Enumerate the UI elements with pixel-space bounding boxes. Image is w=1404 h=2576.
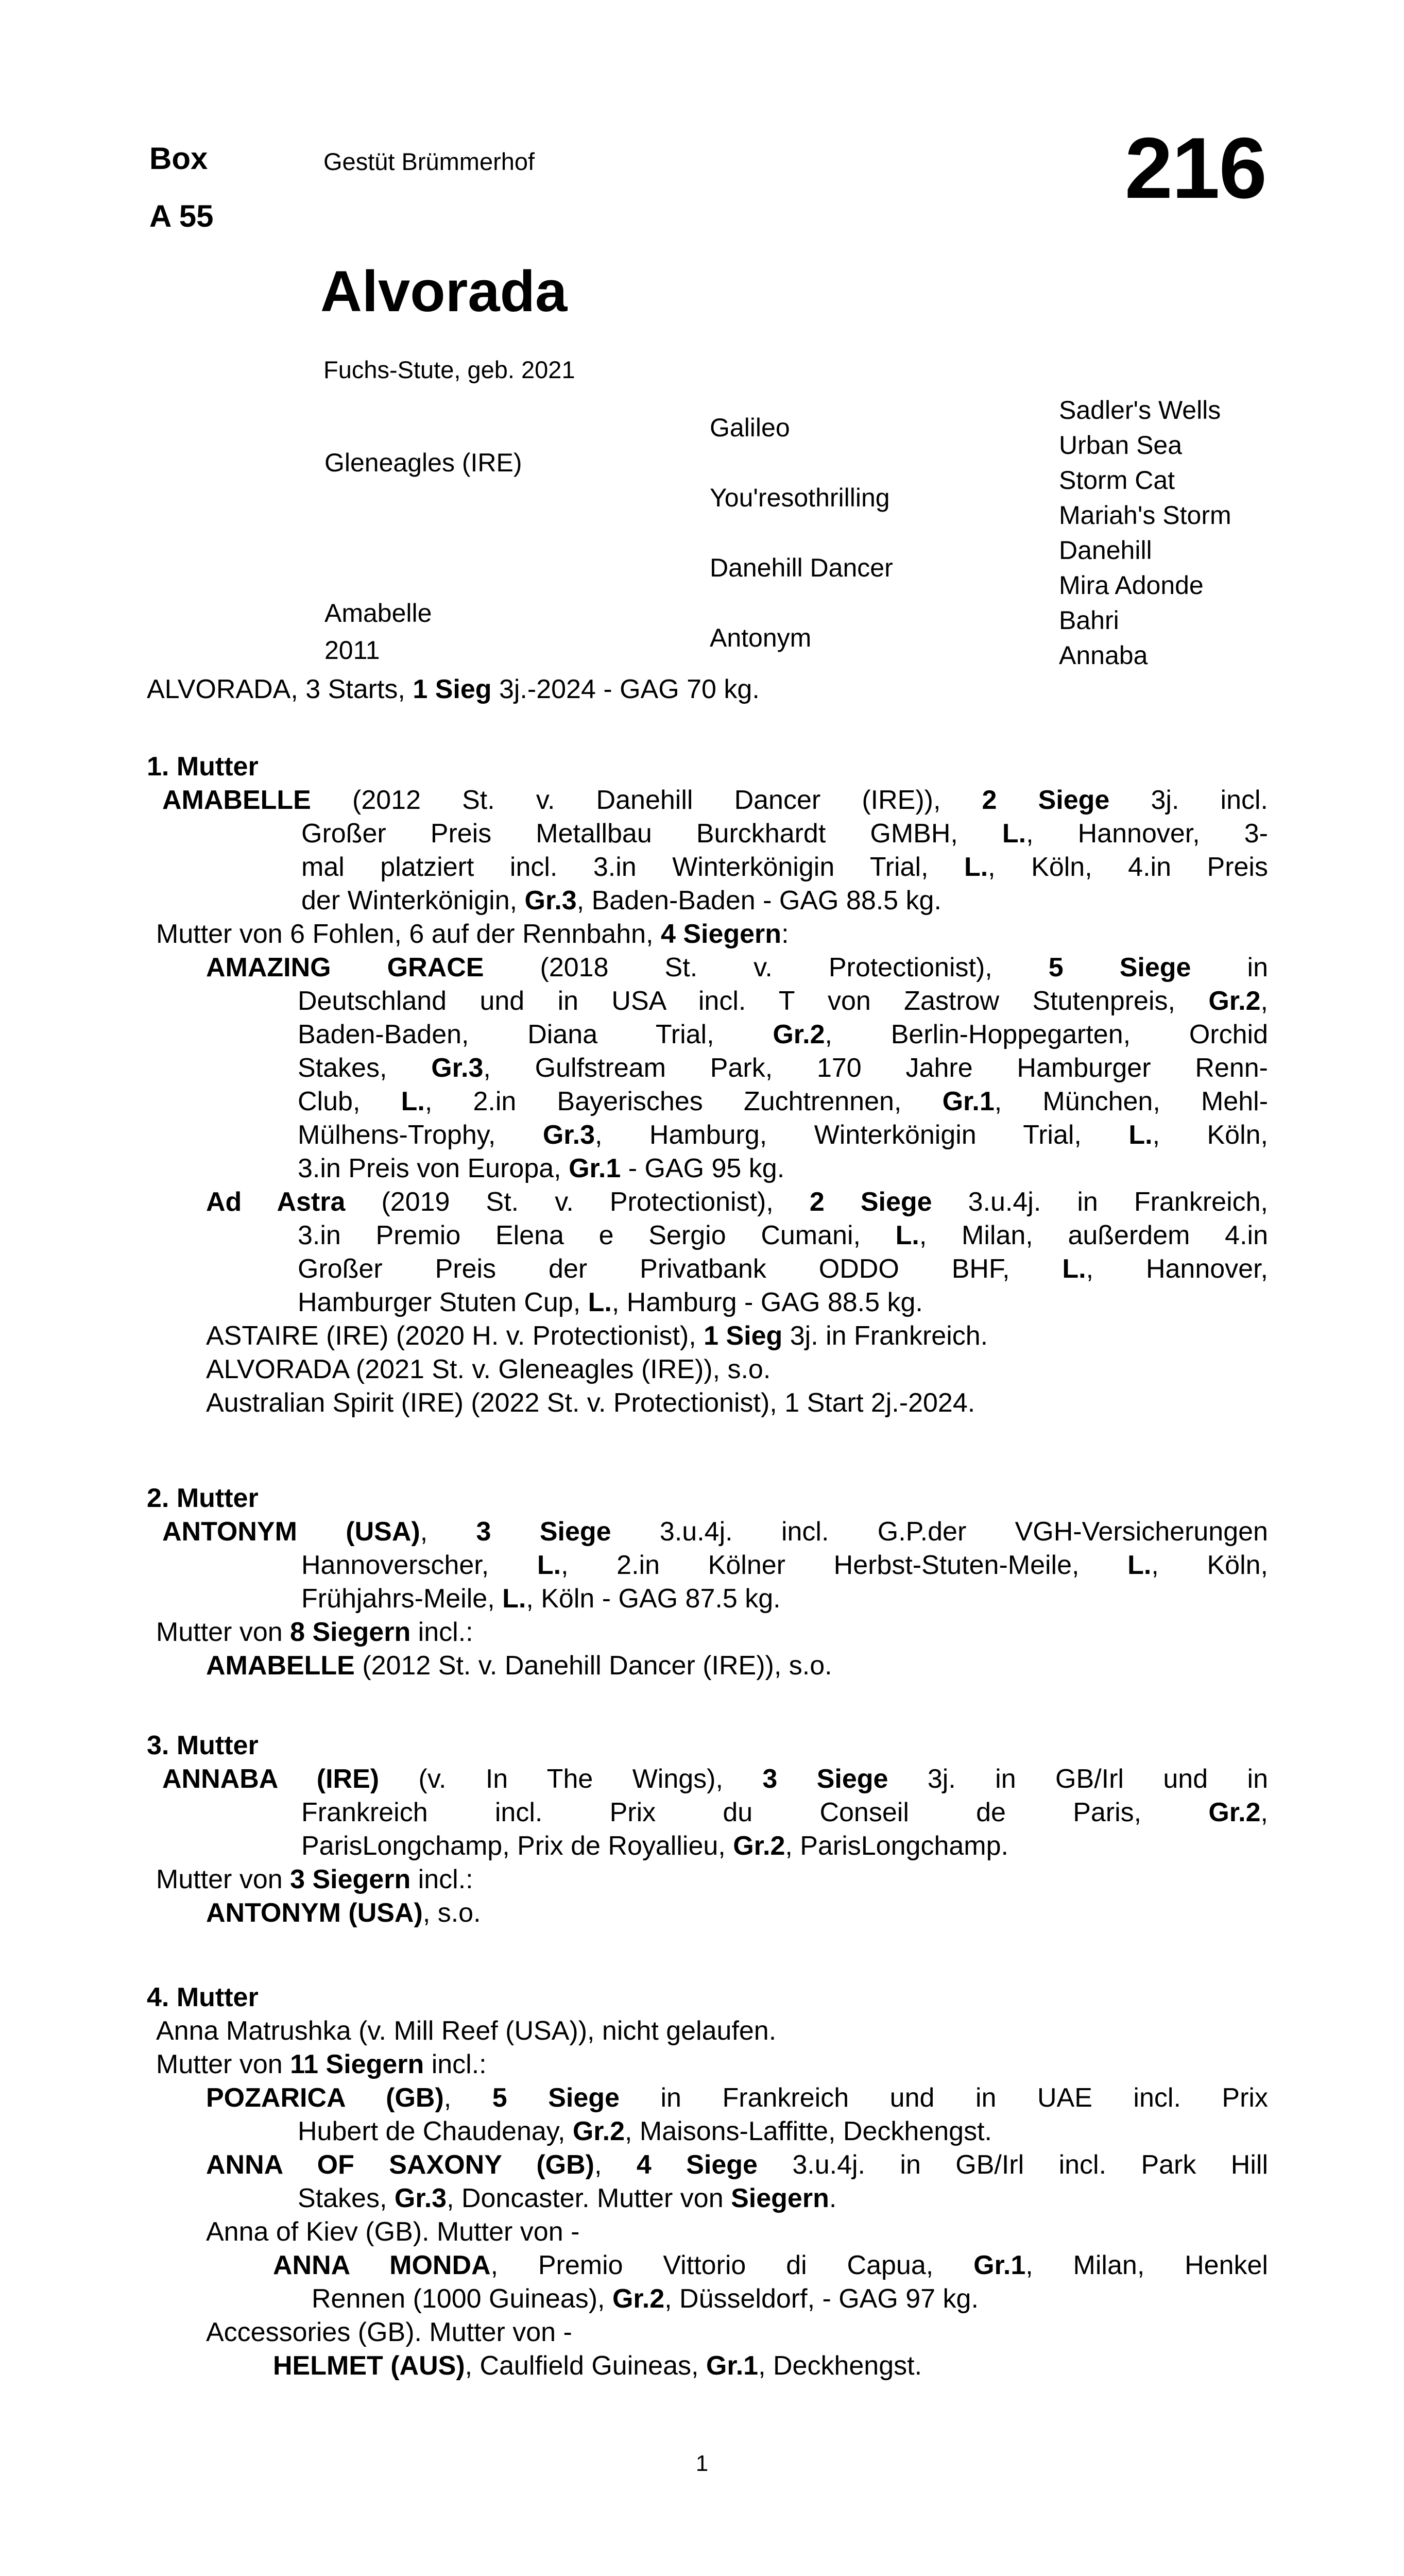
race-record-line: ALVORADA, 3 Starts, 1 Sieg 3j.-2024 - GAG 70 kg. [147, 674, 760, 704]
dam-paragraph-line: ANNABA (IRE) (v. In The Wings), 3 Siege 3j. in GB/Irl und in [162, 1764, 1269, 1794]
pedigree-grandparent: Bahri [1059, 606, 1119, 635]
produce-summary-line: Mutter von 3 Siegern incl.: [156, 1865, 473, 1894]
offspring-line: 3.in Preis von Europa, Gr.1 - GAG 95 kg. [298, 1154, 785, 1183]
offspring-line: Baden-Baden, Diana Trial, Gr.2, Berlin-Hoppegarten, Orchid [298, 1020, 1268, 1049]
section-3-mutter [147, 1729, 1268, 1930]
pedigree-parent: Antonym [710, 623, 812, 652]
offspring-line: ANTONYM (USA), s.o. [206, 1898, 481, 1928]
offspring-line: Rennen (1000 Guineas), Gr.2, Düsseldorf, - GAG 97 kg. [312, 2284, 979, 2314]
offspring-line: POZARICA (GB), 5 Siege in Frankreich und in UAE incl. Prix [206, 2083, 1268, 2113]
offspring-line: AMABELLE (2012 St. v. Danehill Dancer (IRE)), s.o. [206, 1651, 832, 1681]
dam-paragraph-line: ANTONYM (USA), 3 Siege 3.u.4j. incl. G.P.der VGH-Versicherungen [162, 1517, 1268, 1547]
horse-name: Alvorada [320, 259, 568, 324]
offspring-line: Club, L., 2.in Bayerisches Zuchtrennen, Gr.1, München, Mehl- [298, 1087, 1269, 1116]
offspring-line: 3.in Premio Elena e Sergio Cumani, L., Milan, außerdem 4.in [298, 1221, 1268, 1250]
dam-paragraph-line: AMABELLE (2012 St. v. Danehill Dancer (IRE)), 2 Siege 3j. incl. [162, 785, 1268, 815]
offspring-line: HELMET (AUS), Caulfield Guineas, Gr.1, Deckhengst. [273, 2351, 922, 2381]
pedigree-parent: Danehill Dancer [710, 553, 893, 582]
offspring-line: AMAZING GRACE (2018 St. v. Protectionist), 5 Siege in [206, 953, 1268, 982]
section-4-mutter [147, 1981, 1268, 2383]
offspring-line: Großer Preis der Privatbank ODDO BHF, L., Hannover, [298, 1254, 1268, 1284]
lot-number: 216 [1124, 120, 1266, 216]
pedigree-dam-year: 2011 [324, 636, 380, 665]
pedigree-parent: You'resothrilling [710, 483, 890, 512]
offspring-line: ALVORADA (2021 St. v. Gleneagles (IRE)), s.o. [206, 1354, 771, 1384]
offspring-line: Australian Spirit (IRE) (2022 St. v. Protectionist), 1 Start 2j.-2024. [206, 1388, 975, 1418]
produce-summary-line: Mutter von 8 Siegern incl.: [156, 1617, 473, 1647]
offspring-line: Hamburger Stuten Cup, L., Hamburg - GAG 88.5 kg. [298, 1287, 923, 1317]
section-heading: 4. Mutter [147, 1982, 259, 2012]
pedigree-sire-name: Gleneagles (IRE) [324, 448, 522, 477]
section-heading: 1. Mutter [147, 752, 259, 782]
section-1-mutter [147, 750, 1268, 1420]
section-2-mutter [147, 1482, 1268, 1683]
race-record [147, 673, 1268, 706]
offspring-line: Stakes, Gr.3, Doncaster. Mutter von Siegern. [298, 2183, 837, 2213]
offspring-line: ANNA OF SAXONY (GB), 4 Siege 3.u.4j. in GB/Irl incl. Park Hill [206, 2150, 1268, 2180]
pedigree-grandparent: Danehill [1059, 536, 1152, 565]
offspring-line: Hubert de Chaudenay, Gr.2, Maisons-Laffitte, Deckhengst. [298, 2116, 992, 2146]
offspring-line: Mülhens-Trophy, Gr.3, Hamburg, Winterkönigin Trial, L., Köln, [298, 1120, 1268, 1150]
dam-paragraph-line: mal platziert incl. 3.in Winterkönigin Trial, L., Köln, 4.in Preis [301, 852, 1268, 882]
box-label-line2: A 55 [149, 199, 214, 233]
offspring-line: Anna of Kiev (GB). Mutter von - [206, 2217, 580, 2247]
dam-paragraph-line: Anna Matrushka (v. Mill Reef (USA)), nicht gelaufen. [156, 2016, 777, 2046]
dam-paragraph-line: Großer Preis Metallbau Burckhardt GMBH, L., Hannover, 3- [301, 819, 1268, 849]
produce-summary-line: Mutter von 11 Siegern incl.: [156, 2049, 487, 2079]
pedigree-grandparent: Mariah's Storm [1059, 501, 1231, 530]
section-heading: 2. Mutter [147, 1483, 259, 1513]
pedigree-grandparent: Mira Adonde [1059, 571, 1204, 600]
dam-paragraph-line: Frankreich incl. Prix du Conseil de Paris, Gr.2, [301, 1798, 1268, 1827]
dam-paragraph-line: der Winterkönigin, Gr.3, Baden-Baden - GAG 88.5 kg. [301, 886, 941, 916]
pedigree-grandparent: Annaba [1059, 641, 1148, 670]
pedigree-grandparent: Storm Cat [1059, 466, 1175, 495]
offspring-line: Ad Astra (2019 St. v. Protectionist), 2 Siege 3.u.4j. in Frankreich, [206, 1187, 1268, 1217]
offspring-line: Stakes, Gr.3, Gulfstream Park, 170 Jahre Hamburger Renn- [298, 1053, 1268, 1083]
pedigree-grandparent: Urban Sea [1059, 431, 1183, 460]
consignor-name: Gestüt Brümmerhof [323, 148, 535, 175]
produce-summary-line: Mutter von 6 Fohlen, 6 auf der Rennbahn, 4 Siegern: [156, 919, 789, 949]
offspring-line: ASTAIRE (IRE) (2020 H. v. Protectionist), 1 Sieg 3j. in Frankreich. [206, 1321, 988, 1351]
offspring-line: ANNA MONDA, Premio Vittorio di Capua, Gr.1, Milan, Henkel [273, 2250, 1268, 2280]
pedigree-dam-name: Amabelle [324, 599, 432, 628]
dam-paragraph-line: Hannoverscher, L., 2.in Kölner Herbst-Stuten-Meile, L., Köln, [301, 1550, 1268, 1580]
dam-paragraph-line: Frühjahrs-Meile, L., Köln - GAG 87.5 kg. [301, 1584, 781, 1614]
box-label-line1: Box [149, 141, 208, 176]
section-heading: 3. Mutter [147, 1731, 259, 1760]
offspring-line: Accessories (GB). Mutter von - [206, 2317, 572, 2347]
pedigree-parent: Galileo [710, 413, 790, 442]
page-number: 1 [695, 2451, 709, 2476]
horse-description: Fuchs-Stute, geb. 2021 [323, 356, 575, 383]
offspring-line: Deutschland und in USA incl. T von Zastrow Stutenpreis, Gr.2, [298, 986, 1268, 1016]
pedigree-grandparent: Sadler's Wells [1059, 396, 1221, 425]
dam-paragraph-line: ParisLongchamp, Prix de Royallieu, Gr.2, ParisLongchamp. [301, 1831, 1008, 1861]
